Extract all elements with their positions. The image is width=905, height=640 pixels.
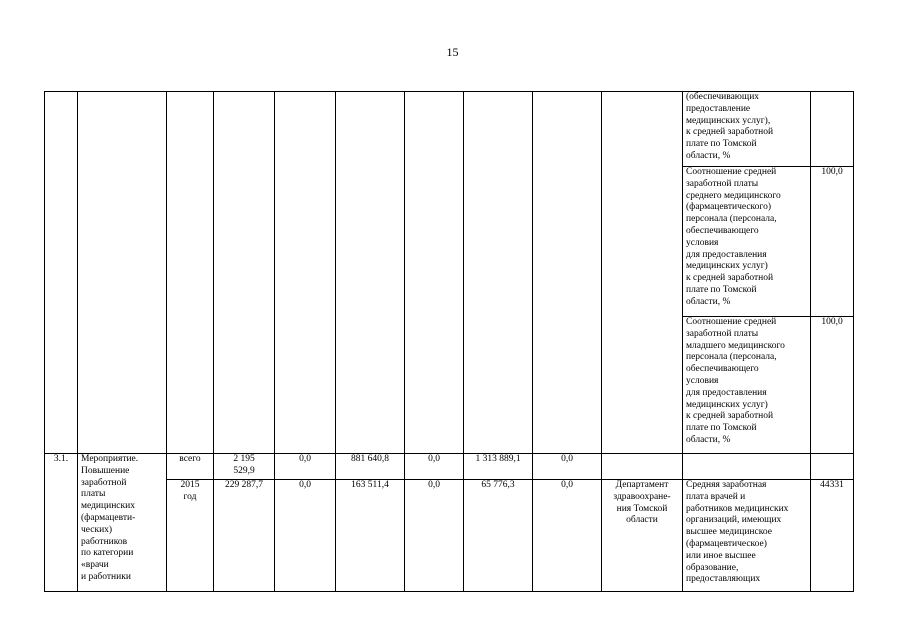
value-cell: 0,0 (533, 480, 602, 592)
value-cell: 65 776,3 (464, 480, 533, 592)
indicator-text: Соотношение средней заработной платы младшего медицинского персонала (персонала, обеспечивающего условия для предоставления медицинских услуг) к средней заработной плате по Томской области, % (683, 317, 811, 454)
indicator-text (683, 454, 811, 480)
amount-total: 2 195 529,9 (214, 454, 275, 480)
indicator-text: (обеспечивающих предоставление медицинских услуг), к средней заработной плате по Томской области, % (683, 92, 811, 167)
measure-name: Мероприятие. Повышение заработной платы медицинских (фармацевти- ческих) работников по категории «врачи и работники (78, 454, 167, 592)
indicator-value: 100,0 (811, 167, 854, 317)
cell-number (45, 92, 78, 454)
page-number: 15 (446, 45, 459, 59)
cell-c1 (275, 92, 336, 454)
amount-year: 229 287,7 (214, 480, 275, 592)
value-cell: 0,0 (405, 480, 464, 592)
indicator-value: 100,0 (811, 317, 854, 454)
row-number: 3.1. (45, 454, 78, 592)
value-cell: 0,0 (533, 454, 602, 480)
value-cell: 1 313 889,1 (464, 454, 533, 480)
value-cell: 0,0 (275, 480, 336, 592)
value-cell: 0,0 (405, 454, 464, 480)
indicator-value (811, 92, 854, 167)
cell-period (167, 92, 214, 454)
program-table (44, 91, 854, 592)
period-total: всего (167, 454, 214, 480)
table-row (45, 454, 854, 480)
cell-amount (214, 92, 275, 454)
table-row (45, 92, 854, 167)
indicator-text: Средняя заработная плата врачей и работников медицинских организаций, имеющих высшее медицинское (фармацевтическое) или иное высшее образование, предоставляющих (683, 480, 811, 592)
table-row (45, 480, 854, 592)
indicator-value (811, 454, 854, 480)
cell-c2 (336, 92, 405, 454)
cell-executor (602, 454, 683, 480)
cell-c4 (464, 92, 533, 454)
value-cell: 163 511,4 (336, 480, 405, 592)
period-year: 2015 год (167, 480, 214, 592)
indicator-text: Соотношение средней заработной платы среднего медицинского (фармацевтического) персонала (персонала, обеспечивающего условия для предоставления медицинских услуг) к средней заработной плате по Томской области, % (683, 167, 811, 317)
value-cell: 0,0 (275, 454, 336, 480)
cell-executor (602, 92, 683, 454)
cell-c3 (405, 92, 464, 454)
executor: Департамент здравоохране- ния Томской области (602, 480, 683, 592)
indicator-value: 44331 (811, 480, 854, 592)
value-cell: 881 640,8 (336, 454, 405, 480)
cell-name (78, 92, 167, 454)
cell-c5 (533, 92, 602, 454)
